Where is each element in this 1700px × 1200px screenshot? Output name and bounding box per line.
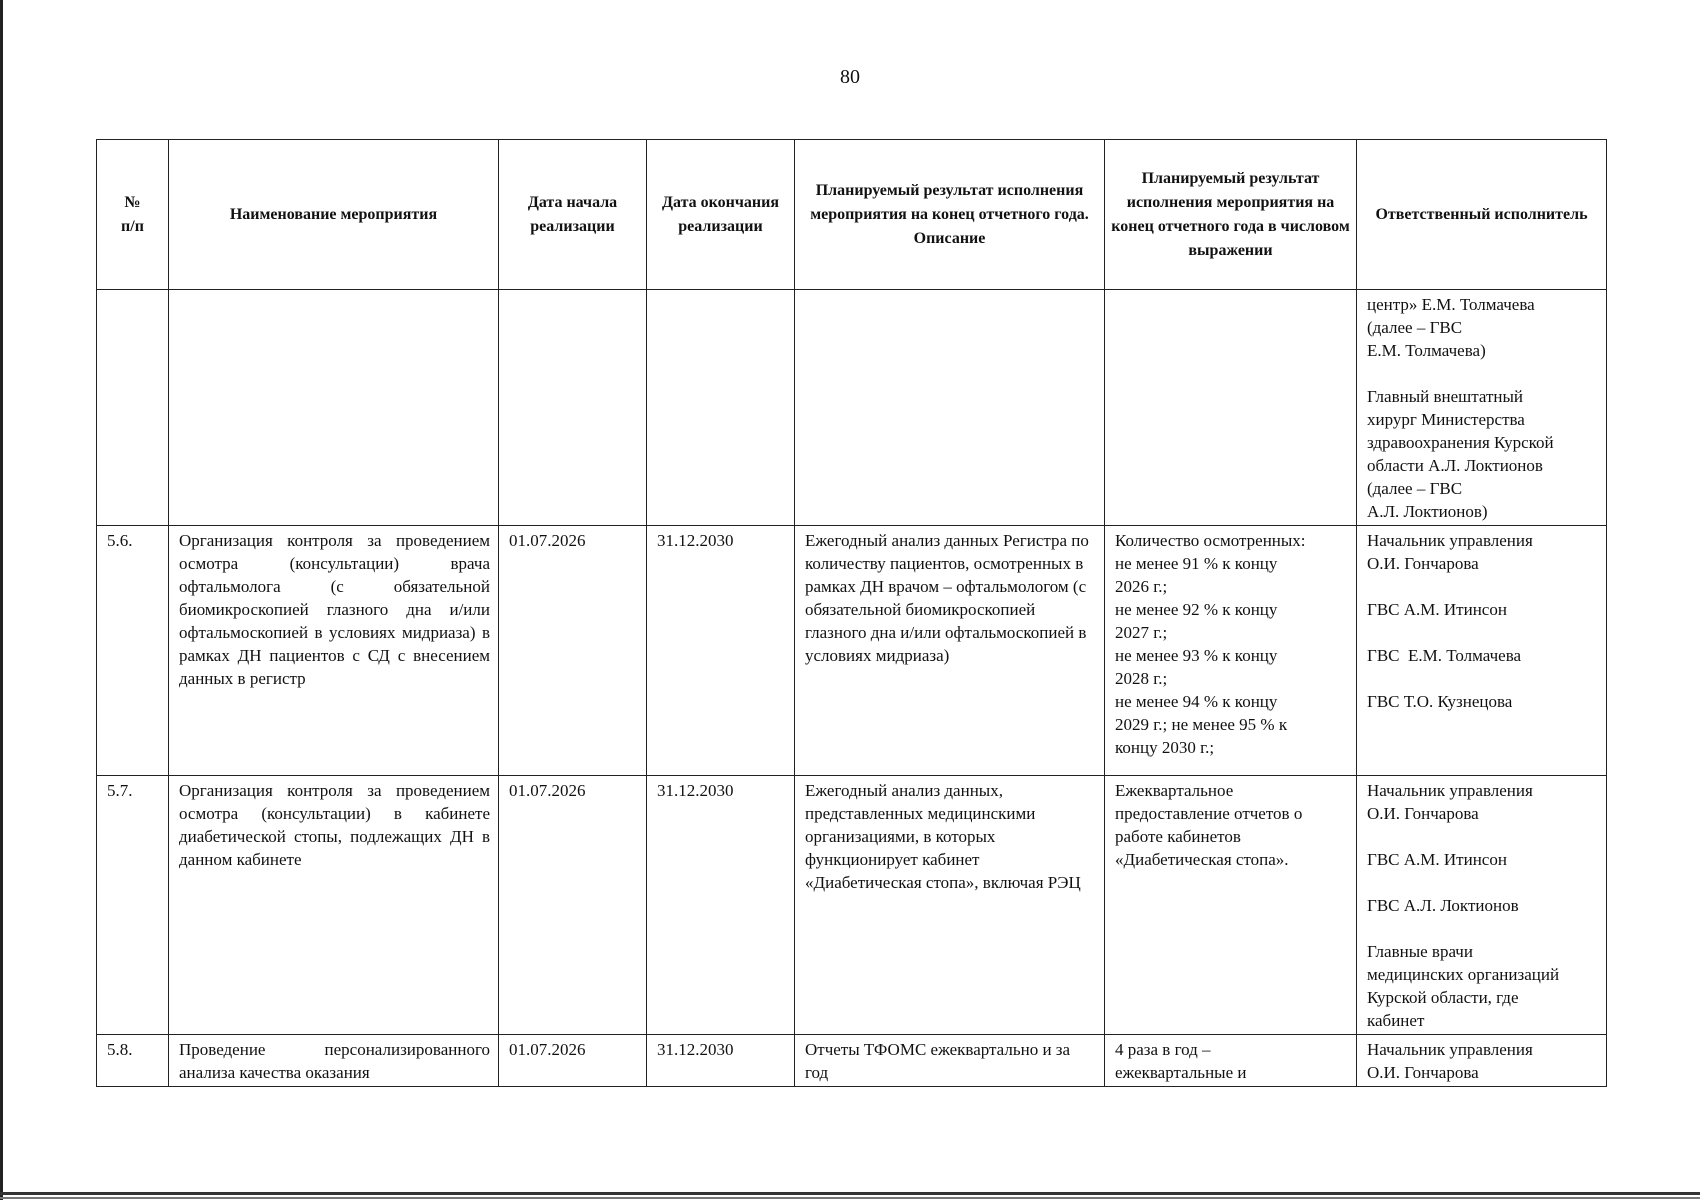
- responsible-line: Е.М. Толмачева): [1367, 341, 1486, 360]
- responsible-line: ГВС Т.О. Кузнецова: [1367, 692, 1513, 711]
- cell-start-date: 01.07.2026: [499, 1035, 647, 1087]
- responsible-gap: [1367, 825, 1598, 848]
- header-result-numeric: Планируемый результат исполнения мероприятия на конец отчетного года в числовом выражении: [1105, 140, 1357, 290]
- cell-end-date: 31.12.2030: [647, 776, 795, 1035]
- cell-responsible: [1357, 290, 1607, 526]
- responsible-line: О.И. Гончарова: [1367, 554, 1479, 573]
- table-row: [97, 1035, 1607, 1087]
- responsible-line: медицинских организаций: [1367, 965, 1560, 984]
- cell-responsible: [1357, 1035, 1607, 1087]
- scan-bottom-edge: [0, 1192, 1700, 1195]
- scan-bottom-edge-shadow: [0, 1197, 1700, 1199]
- result-line: предоставление отчетов о: [1115, 804, 1303, 823]
- header-result-description: Планируемый результат исполнения мероприятия на конец отчетного года. Описание: [795, 140, 1105, 290]
- responsible-gap: [1367, 917, 1598, 940]
- responsible-gap: [1367, 871, 1598, 894]
- cell-result-numeric: [1105, 1035, 1357, 1087]
- responsible-gap: [1367, 362, 1598, 385]
- responsible-line: Начальник управления: [1367, 781, 1533, 800]
- header-responsible: Ответственный исполнитель: [1357, 140, 1607, 290]
- header-end-date: Дата окончания реализации: [647, 140, 795, 290]
- responsible-line: ГВС Е.М. Толмачева: [1367, 646, 1522, 665]
- cell-result-numeric: [1105, 290, 1357, 526]
- responsible-line: (далее – ГВС: [1367, 479, 1463, 498]
- cell-name: Организация контроля за проведением осмотра (консультации) врача офтальмолога (с обязательной биомикроскопией глазного дна и/или офтальмоскопией в условиях мидриаза) в рамках ДН пациентов с СД с внесением данных в регистр: [169, 526, 499, 776]
- result-line: 2026 г.;: [1115, 577, 1168, 596]
- responsible-gap: [1367, 575, 1598, 598]
- cell-responsible: [1357, 526, 1607, 776]
- responsible-line: Главный внештатный: [1367, 387, 1524, 406]
- responsible-line: Главные врачи: [1367, 942, 1473, 961]
- cell-start-date: 01.07.2026: [499, 776, 647, 1035]
- cell-result-numeric: [1105, 526, 1357, 776]
- responsible-line: О.И. Гончарова: [1367, 1063, 1479, 1082]
- cell-end-date: [647, 290, 795, 526]
- responsible-line: ГВС А.М. Итинсон: [1367, 850, 1507, 869]
- responsible-line: кабинет: [1367, 1011, 1425, 1030]
- responsible-line: Начальник управления: [1367, 1040, 1533, 1059]
- cell-result-description: Ежегодный анализ данных Регистра по количеству пациентов, осмотренных в рамках ДН врачом – офтальмологом (с обязательной биомикроскопией глазного дна и/или офтальмоскопией в условиях мидриаза): [795, 526, 1105, 776]
- cell-num: 5.6.: [97, 526, 169, 776]
- result-line: 2028 г.;: [1115, 669, 1168, 688]
- table-row: [97, 526, 1607, 776]
- result-line: «Диабетическая стопа».: [1115, 850, 1289, 869]
- header-name: Наименование мероприятия: [169, 140, 499, 290]
- table-row-continuation: [97, 290, 1607, 526]
- result-line: не менее 93 % к концу: [1115, 646, 1278, 665]
- scan-left-edge: [0, 0, 3, 1200]
- responsible-line: О.И. Гончарова: [1367, 804, 1479, 823]
- result-line: 2029 г.; не менее 95 % к: [1115, 715, 1288, 734]
- responsible-line: А.Л. Локтионов): [1367, 502, 1488, 521]
- table-header-row: [97, 140, 1607, 290]
- measures-table: [96, 139, 1607, 1087]
- responsible-gap: [1367, 621, 1598, 644]
- result-line: концу 2030 г.;: [1115, 738, 1215, 757]
- header-num: № п/п: [97, 140, 169, 290]
- result-line: ежеквартальные и: [1115, 1063, 1247, 1082]
- result-line: Ежеквартальное: [1115, 781, 1234, 800]
- responsible-line: центр» Е.М. Толмачева: [1367, 295, 1535, 314]
- result-line: 2027 г.;: [1115, 623, 1168, 642]
- result-line: работе кабинетов: [1115, 827, 1241, 846]
- responsible-line: здравоохранения Курской: [1367, 433, 1554, 452]
- result-line: 4 раза в год –: [1115, 1040, 1211, 1059]
- cell-name: [169, 290, 499, 526]
- cell-result-description: [795, 290, 1105, 526]
- cell-num: 5.7.: [97, 776, 169, 1035]
- result-line: не менее 94 % к концу: [1115, 692, 1278, 711]
- cell-result-description: Ежегодный анализ данных, представленных медицинскими организациями, в которых функционирует кабинет «Диабетическая стопа», включая РЭЦ: [795, 776, 1105, 1035]
- page-number: 80: [840, 66, 860, 88]
- cell-num: [97, 290, 169, 526]
- responsible-line: области А.Л. Локтионов: [1367, 456, 1543, 475]
- responsible-line: Начальник управления: [1367, 531, 1533, 550]
- cell-name: Организация контроля за проведением осмотра (консультации) в кабинете диабетической стопы, подлежащих ДН в данном кабинете: [169, 776, 499, 1035]
- responsible-line: ГВС А.Л. Локтионов: [1367, 896, 1519, 915]
- responsible-line: (далее – ГВС: [1367, 318, 1463, 337]
- cell-result-numeric: [1105, 776, 1357, 1035]
- responsible-line: Курской области, где: [1367, 988, 1519, 1007]
- cell-name: Проведение персонализированного анализа качества оказания: [169, 1035, 499, 1087]
- cell-result-description: Отчеты ТФОМС ежеквартально и за год: [795, 1035, 1105, 1087]
- cell-start-date: 01.07.2026: [499, 526, 647, 776]
- responsible-line: хирург Министерства: [1367, 410, 1525, 429]
- result-line: Количество осмотренных:: [1115, 531, 1306, 550]
- table-row: [97, 776, 1607, 1035]
- result-line: не менее 92 % к концу: [1115, 600, 1278, 619]
- cell-start-date: [499, 290, 647, 526]
- cell-responsible: [1357, 776, 1607, 1035]
- cell-end-date: 31.12.2030: [647, 1035, 795, 1087]
- responsible-line: ГВС А.М. Итинсон: [1367, 600, 1507, 619]
- cell-num: 5.8.: [97, 1035, 169, 1087]
- responsible-gap: [1367, 667, 1598, 690]
- cell-end-date: 31.12.2030: [647, 526, 795, 776]
- result-line: не менее 91 % к концу: [1115, 554, 1278, 573]
- header-start-date: Дата начала реализации: [499, 140, 647, 290]
